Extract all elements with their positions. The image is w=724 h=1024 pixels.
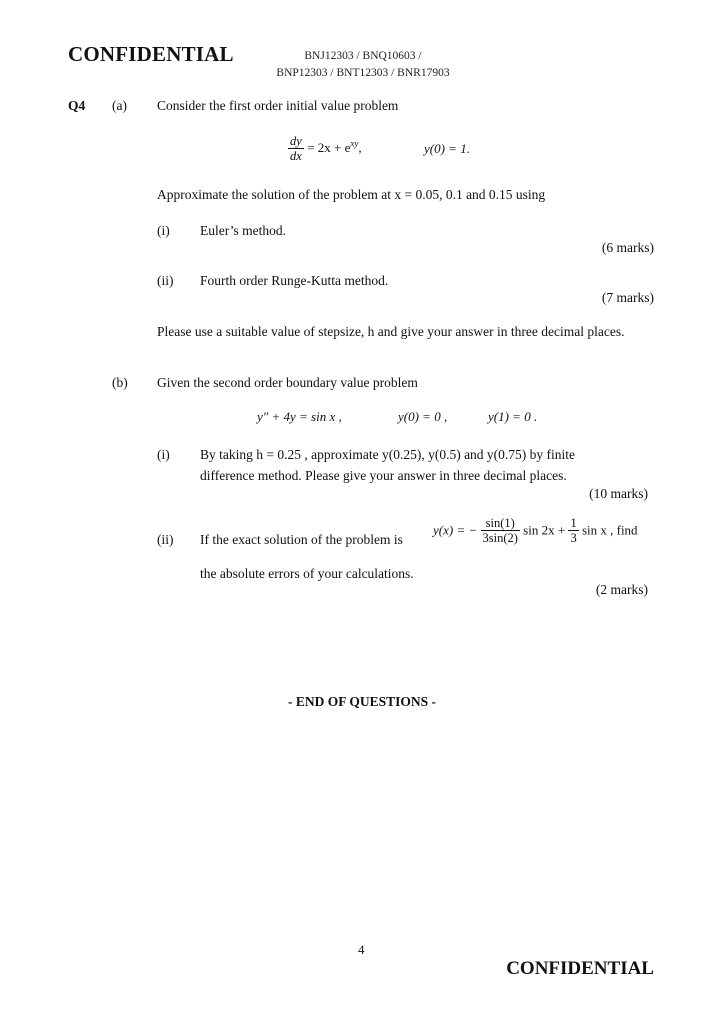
part-b-item1-marks: (10 marks) [589,486,648,501]
boundary-condition-2: y(1) = 0 . [488,409,538,424]
ode-equation [288,134,362,163]
part-b-label: (b) [112,375,128,390]
part-b-item2-label: (ii) [157,532,174,547]
part-a-item2-marks: (7 marks) [601,290,654,305]
part-b-item2-line2: the absolute errors of your calculations. [200,566,414,581]
boundary-condition-1: y(0) = 0 , [398,409,448,424]
part-b-item1-label: (i) [157,447,170,462]
course-codes [268,48,458,82]
question-number: Q4 [68,98,86,113]
course-codes-line1: BNJ12303 / BNQ10603 / [304,50,422,62]
part-b-item1-line2: difference method. Please give your answer in three decimal places. [200,468,567,483]
part-b-intro: Given the second order boundary value problem [157,375,418,390]
part-a-note: Please use a suitable value of stepsize, h and give your answer in three decimal places. [157,324,625,339]
part-a-item1-label: (i) [157,223,170,238]
part-a-instruction: Approximate the solution of the problem at x = 0.05, 0.1 and 0.15 using [157,187,546,202]
part-a-item1-text: Euler’s method. [200,223,286,238]
footer-confidential: CONFIDENTIAL [506,958,654,979]
page-number: 4 [358,942,365,957]
ode-rhs: = $2x + e^{xy}$, [307,138,362,155]
part-b-item2-text: If the exact solution of the problem is [200,532,403,547]
header-confidential: CONFIDENTIAL [68,42,234,66]
part-b-item1-line1: By taking h = 0.25 , approximate y(0.25), y(0.5) and y(0.75) by finite [200,447,576,462]
part-a-label: (a) [112,98,127,113]
part-a-item2-text: Fourth order Runge-Kutta method. [200,273,389,288]
bvp-equation: y" + 4y = sin x , [257,409,342,424]
exact-solution: y(x) = − $\frac{\sin(1)}{3\sin(2)}$ sin 2x + $\frac{1}{3}$ sin x , find [433,516,638,545]
solution-fraction-2: $\frac{1}{3}$ [570,516,577,545]
end-of-questions: - END OF QUESTIONS - [287,694,437,709]
initial-condition: y(0) = 1. [424,141,470,156]
part-a-intro: Consider the first order initial value problem [157,98,399,113]
part-a-item1-marks: (6 marks) [601,240,654,255]
dy-dx-fraction: $\frac{dy}{dx}$ [290,134,302,163]
course-codes-line2: BNP12303 / BNT12303 / BNR17903 [276,67,450,79]
solution-fraction-1: $\frac{\sin(1)}{3\sin(2)}$ [482,516,518,545]
part-a-item2-label: (ii) [157,273,174,288]
part-b-item2-marks: (2 marks) [595,582,648,597]
